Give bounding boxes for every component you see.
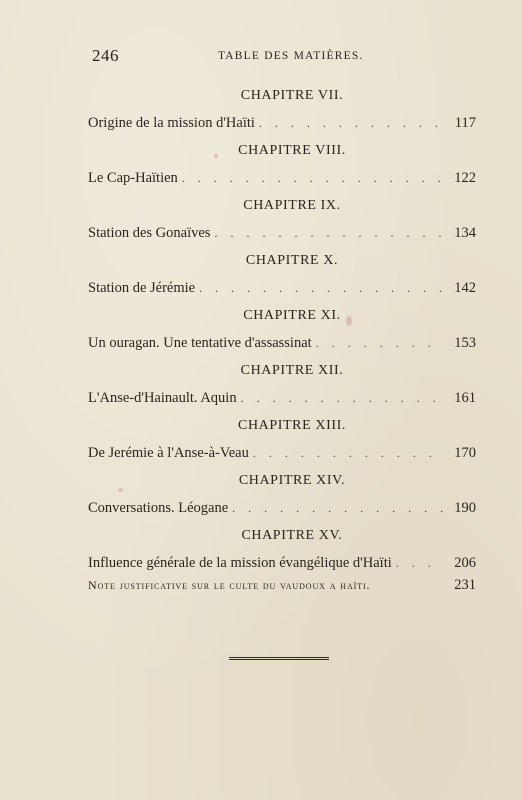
entry-title: Origine de la mission d'Haïti [88, 115, 255, 131]
entry-page-number: 170 [454, 445, 476, 461]
entry-title: Conversations. Léogane [88, 500, 229, 516]
dot-leader [232, 491, 444, 526]
chapter-heading: CHAPITRE IX. [243, 198, 341, 213]
entry-title: Le Cap-Haïtien [88, 170, 178, 186]
toc-section [88, 196, 476, 251]
toc-entry [88, 491, 476, 526]
note-entry [88, 577, 476, 594]
dot-leader [241, 381, 444, 416]
toc-section [88, 361, 476, 416]
toc-entry [88, 271, 476, 306]
chapter-heading: CHAPITRE VII. [240, 88, 344, 103]
entry-page-number: 206 [454, 555, 476, 571]
entry-page-number: 153 [454, 335, 476, 351]
dot-leader [316, 326, 444, 361]
dot-leader [259, 106, 444, 141]
entry-page-number: 122 [454, 170, 476, 186]
entry-page-number: 190 [454, 500, 476, 516]
note-page-number: 231 [454, 577, 476, 593]
entry-page-number: 142 [454, 280, 476, 296]
entry-page-number: 161 [454, 390, 476, 406]
page-header [92, 46, 476, 68]
dot-leader [253, 436, 444, 471]
running-title: TABLE DES MATIÈRES. [218, 50, 364, 62]
table-of-contents [88, 86, 476, 581]
toc-section [88, 471, 476, 526]
entry-title: De Jerémie à l'Anse-à-Veau [88, 445, 249, 461]
chapter-heading: CHAPITRE XV. [241, 528, 343, 543]
toc-section [88, 416, 476, 471]
toc-entry [88, 216, 476, 251]
toc-section [88, 306, 476, 361]
toc-entry [88, 436, 476, 471]
toc-section [88, 251, 476, 306]
toc-entry [88, 161, 476, 196]
toc-section [88, 526, 476, 581]
chapter-heading: CHAPITRE X. [245, 253, 339, 268]
toc-section [88, 86, 476, 141]
entry-title: Un ouragan. Une tentative d'assassinat [88, 335, 312, 351]
ink-smudge [346, 316, 352, 326]
toc-entry [88, 546, 476, 581]
toc-entry [88, 106, 476, 141]
entry-title: L'Anse-d'Hainault. Aquin [88, 390, 237, 406]
chapter-heading: CHAPITRE XIII. [238, 418, 346, 433]
page-number: 246 [92, 46, 119, 65]
entry-page-number: 134 [454, 225, 476, 241]
toc-entry [88, 326, 476, 361]
entry-title: Station de Jérémie [88, 280, 196, 296]
ink-smudge [118, 488, 123, 492]
end-rule [229, 657, 329, 660]
chapter-heading: CHAPITRE VIII. [238, 143, 346, 158]
dot-leader [199, 271, 444, 306]
dot-leader [214, 216, 444, 251]
toc-entry [88, 381, 476, 416]
note-title: Note justificative sur le culte du vaudoux a haïti. [88, 578, 371, 592]
chapter-heading: CHAPITRE XIV. [238, 473, 346, 488]
entry-title: Station des Gonaïves [88, 225, 211, 241]
dot-leader [396, 546, 444, 581]
chapter-heading: CHAPITRE XI. [243, 308, 341, 323]
ink-smudge [214, 154, 218, 158]
entry-page-number: 117 [454, 115, 476, 131]
entry-title: Influence générale de la mission évangélique d'Haïti [88, 555, 392, 571]
toc-section [88, 141, 476, 196]
dot-leader [182, 161, 444, 196]
chapter-heading: CHAPITRE XII. [240, 363, 344, 378]
